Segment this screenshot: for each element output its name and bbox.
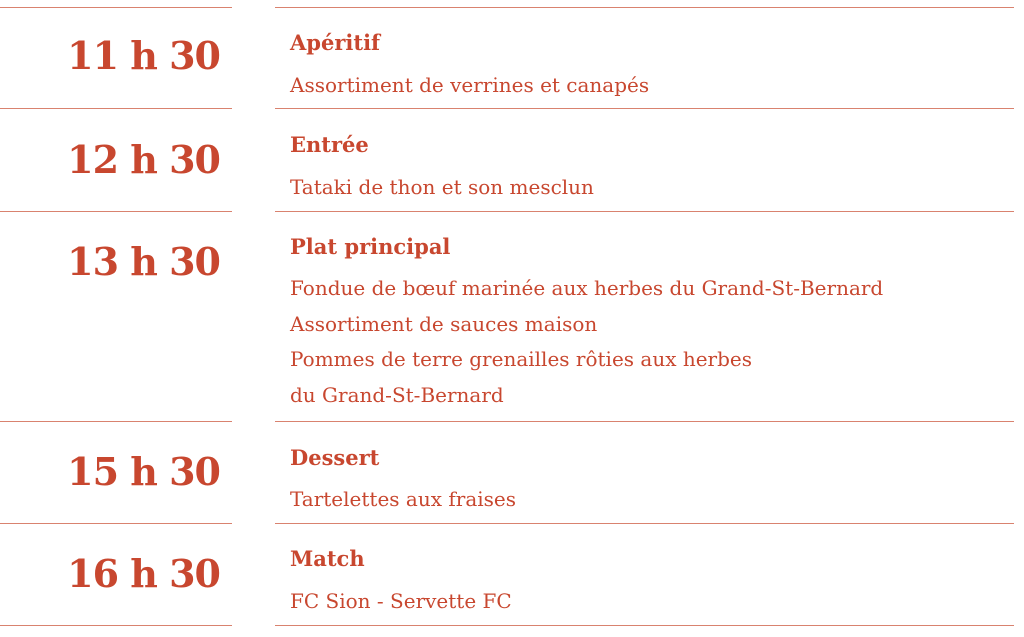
divider: [275, 108, 1014, 109]
course-title: Apéritif: [290, 30, 381, 55]
divider: [275, 625, 1014, 626]
course-title: Dessert: [290, 445, 380, 470]
menu-item: Pommes de terre grenailles rôties aux herbes: [290, 347, 753, 371]
course-title: Entrée: [290, 132, 369, 157]
course-title: Plat principal: [290, 234, 451, 259]
divider: [275, 421, 1014, 422]
menu-item: Assortiment de sauces maison: [290, 311, 598, 336]
menu-item: Assortiment de verrines et canapés: [290, 73, 650, 97]
menu-item: Fondue de bœuf marinée aux herbes du Grand-St-Bernard: [290, 276, 884, 300]
time-label: 15 h 30: [67, 449, 220, 494]
course-items: [290, 482, 516, 518]
divider: [0, 211, 232, 212]
menu-item: FC Sion - Servette FC: [290, 589, 512, 613]
course-items: [290, 170, 594, 206]
course-items: [290, 584, 512, 620]
divider: [0, 421, 232, 422]
time-label: 13 h 30: [67, 239, 220, 284]
time-label: 16 h 30: [67, 551, 220, 596]
divider: [275, 7, 1014, 8]
divider: [0, 108, 232, 109]
divider: [275, 523, 1014, 524]
menu-item: du Grand-St-Bernard: [290, 382, 504, 407]
menu-item: Tataki de thon et son mesclun: [290, 175, 594, 199]
course-title: Match: [290, 546, 365, 571]
course-items: [290, 271, 883, 413]
time-label: 11 h 30: [67, 33, 220, 78]
course-items: [290, 68, 649, 104]
time-label: 12 h 30: [67, 137, 220, 182]
divider: [0, 7, 232, 8]
divider: [275, 211, 1014, 212]
menu-item: Tartelettes aux fraises: [290, 487, 516, 511]
divider: [0, 523, 232, 524]
divider: [0, 625, 232, 626]
